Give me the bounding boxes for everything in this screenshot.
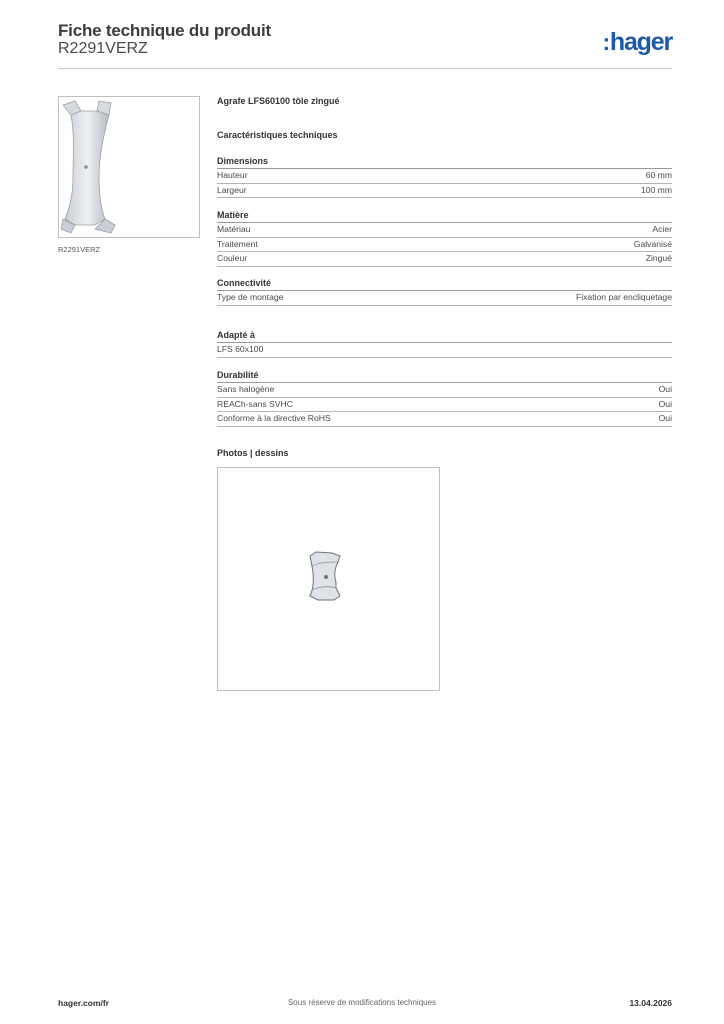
spec-value: 60 mm (645, 170, 672, 180)
spec-row (217, 184, 672, 199)
spec-value: Acier (652, 224, 672, 234)
spec-row (217, 238, 672, 253)
section-adapte (217, 329, 672, 358)
section-connectivite (217, 277, 672, 306)
spec-row (217, 398, 672, 413)
thumbnail-caption: R2291VERZ (58, 245, 101, 254)
spec-value: Fixation par encliquetage (575, 292, 672, 302)
spec-row (217, 383, 672, 398)
product-drawing (217, 467, 440, 691)
photos-heading: Photos | dessins (217, 448, 289, 458)
product-code: R2291VERZ (58, 40, 148, 57)
spec-row (217, 291, 672, 306)
section-durabilite (217, 369, 672, 427)
section-title: Connectivité (217, 277, 672, 291)
section-dimensions (217, 155, 672, 198)
hager-logo: :hager (602, 28, 672, 56)
spec-label: LFS 60x100 (217, 344, 264, 354)
spec-row (217, 343, 672, 358)
spec-label: Matériau (217, 224, 251, 234)
spec-label: Conforme à la directive RoHS (217, 413, 331, 423)
spec-label: Sans halogène (217, 384, 275, 394)
spec-label: Largeur (217, 184, 247, 195)
spec-row (217, 412, 672, 427)
footer-website-link[interactable]: hager.com/fr (58, 998, 110, 1008)
product-name: Agrafe LFS60100 tôle zingué (217, 96, 340, 106)
spec-value: Oui (658, 413, 672, 423)
spec-value: Galvanisé (633, 238, 672, 249)
spec-value: 100 mm (640, 184, 672, 195)
logo-text: hager (609, 28, 672, 56)
spec-value: Oui (658, 384, 672, 394)
section-matiere (217, 209, 672, 267)
clip-image (59, 97, 199, 237)
spec-row (217, 223, 672, 238)
clip-drawing (218, 468, 439, 690)
section-title: Matière (217, 209, 672, 223)
spec-label: Type de montage (217, 292, 284, 302)
spec-row (217, 169, 672, 184)
spec-label: Traitement (217, 238, 258, 249)
spec-value: Zingué (645, 253, 672, 263)
spec-label: Hauteur (217, 170, 248, 180)
page-title: Fiche technique du produit (58, 21, 271, 40)
section-title: Adapté à (217, 329, 672, 343)
spec-value: Oui (658, 398, 672, 409)
header-divider (58, 68, 672, 69)
section-title: Dimensions (217, 155, 672, 169)
product-thumbnail (58, 96, 200, 238)
section-title: Durabilité (217, 369, 672, 383)
spec-label: Couleur (217, 253, 248, 263)
spec-label: REACh-sans SVHC (217, 398, 293, 409)
footer-notice: Sous réserve de modifications techniques (287, 998, 437, 1007)
specs-heading: Caractéristiques techniques (217, 130, 338, 140)
spec-row (217, 252, 672, 267)
footer-date: 13.04.2026 (629, 998, 672, 1008)
